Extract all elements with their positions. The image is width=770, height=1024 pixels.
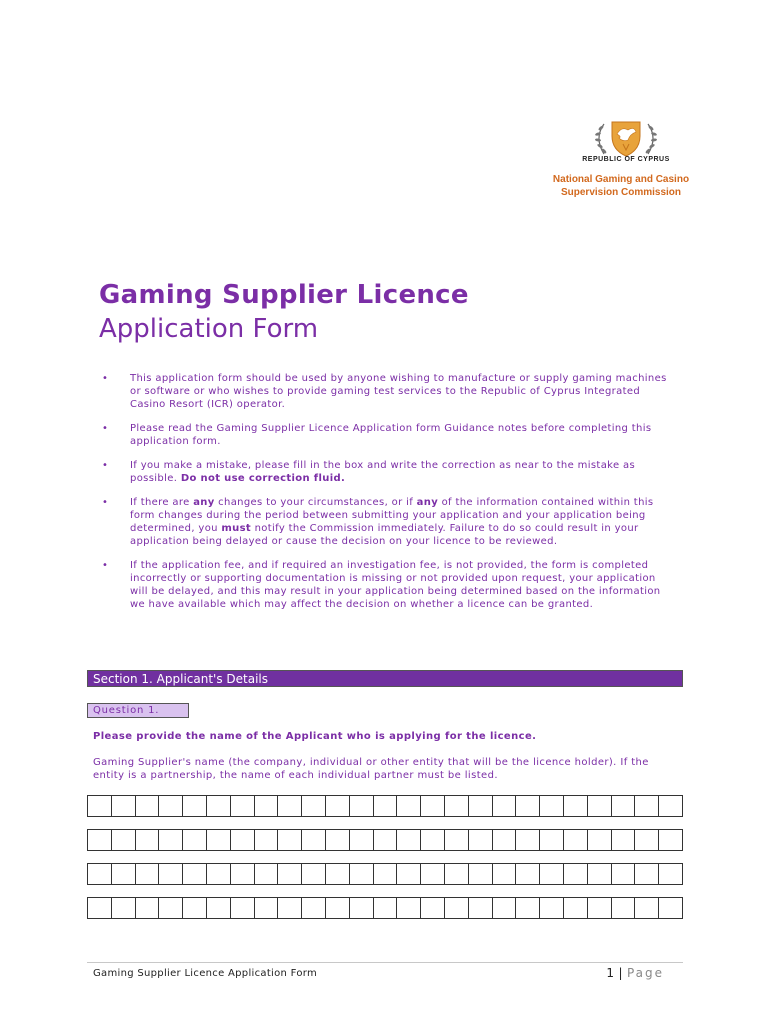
- character-box[interactable]: [564, 864, 588, 884]
- character-box[interactable]: [207, 864, 231, 884]
- page-word: Page: [626, 966, 664, 980]
- instruction-text: Please read the Gaming Supplier Licence Application form Guidance notes before completing this application form.: [130, 423, 652, 447]
- character-box[interactable]: [136, 796, 160, 816]
- character-box[interactable]: [278, 898, 302, 918]
- applicant-name-row-2[interactable]: [87, 829, 683, 851]
- document-subtitle: Application Form: [99, 314, 319, 344]
- character-box[interactable]: [540, 830, 564, 850]
- character-box[interactable]: [516, 796, 540, 816]
- character-box[interactable]: [112, 898, 136, 918]
- character-box[interactable]: [302, 796, 326, 816]
- character-box[interactable]: [516, 898, 540, 918]
- commission-name: [540, 173, 702, 199]
- character-box[interactable]: [302, 830, 326, 850]
- character-box[interactable]: [469, 796, 493, 816]
- question-label: Question 1.: [87, 703, 189, 718]
- instruction-item: [99, 496, 669, 548]
- instruction-text: If the application fee, and if required an investigation fee, is not provided, the form is completed incorrectly or supporting documentation is missing or not provided upon request, your application will be delayed, and this may result in your application being determined based on the information we have available which may affect the decision on whether a licence can be granted.: [130, 560, 661, 610]
- character-box[interactable]: [635, 796, 659, 816]
- character-box[interactable]: [374, 898, 398, 918]
- character-box[interactable]: [183, 830, 207, 850]
- character-box[interactable]: [564, 830, 588, 850]
- bullet-icon: •: [102, 460, 109, 471]
- bullet-icon: •: [102, 560, 109, 571]
- character-box[interactable]: [159, 796, 183, 816]
- character-box[interactable]: [159, 898, 183, 918]
- section-heading: Section 1. Applicant's Details: [87, 670, 683, 687]
- character-box[interactable]: [445, 830, 469, 850]
- footer-title: Gaming Supplier Licence Application Form: [93, 968, 318, 979]
- instruction-item: [99, 422, 669, 448]
- character-box[interactable]: [231, 898, 255, 918]
- character-box[interactable]: [374, 796, 398, 816]
- character-box[interactable]: [159, 864, 183, 884]
- character-box[interactable]: [564, 898, 588, 918]
- character-box[interactable]: [136, 898, 160, 918]
- character-box[interactable]: [278, 830, 302, 850]
- character-box[interactable]: [540, 864, 564, 884]
- character-box[interactable]: [469, 830, 493, 850]
- character-box[interactable]: [659, 864, 682, 884]
- character-box[interactable]: [326, 864, 350, 884]
- document-title: Gaming Supplier Licence: [99, 280, 469, 310]
- character-box[interactable]: [88, 864, 112, 884]
- instruction-emphasis: Do not use correction fluid.: [180, 473, 346, 484]
- instruction-text: If you make a mistake, please fill in the box and write the correction as near to the mistake as possible.: [130, 460, 636, 484]
- character-box[interactable]: [612, 830, 636, 850]
- character-box[interactable]: [278, 864, 302, 884]
- character-box[interactable]: [564, 796, 588, 816]
- instruction-emphasis: must: [221, 523, 252, 534]
- character-box[interactable]: [136, 830, 160, 850]
- character-box[interactable]: [540, 898, 564, 918]
- character-box[interactable]: [635, 830, 659, 850]
- character-box[interactable]: [112, 864, 136, 884]
- character-box[interactable]: [350, 796, 374, 816]
- emblem-caption: REPUBLIC OF CYPRUS: [582, 156, 670, 163]
- page-number: 1: [606, 966, 615, 980]
- character-box[interactable]: [207, 898, 231, 918]
- character-box[interactable]: [183, 796, 207, 816]
- instruction-text: If there are: [130, 497, 194, 508]
- character-box[interactable]: [207, 796, 231, 816]
- page-separator: |: [614, 966, 627, 980]
- character-box[interactable]: [88, 898, 112, 918]
- character-box[interactable]: [278, 796, 302, 816]
- character-box[interactable]: [88, 796, 112, 816]
- character-box[interactable]: [516, 830, 540, 850]
- character-box[interactable]: [469, 864, 493, 884]
- character-box[interactable]: [255, 864, 279, 884]
- character-box[interactable]: [397, 796, 421, 816]
- character-box[interactable]: [469, 898, 493, 918]
- character-box[interactable]: [231, 864, 255, 884]
- character-box[interactable]: [255, 796, 279, 816]
- character-box[interactable]: [540, 796, 564, 816]
- character-box[interactable]: [255, 898, 279, 918]
- character-box[interactable]: [421, 796, 445, 816]
- character-box[interactable]: [183, 898, 207, 918]
- character-box[interactable]: [612, 796, 636, 816]
- instruction-text: of the information contained within this form changes during the period between submitting your application and your application being determined, you: [130, 497, 654, 534]
- bullet-icon: •: [102, 373, 109, 384]
- character-box[interactable]: [493, 864, 517, 884]
- bullet-icon: •: [102, 423, 109, 434]
- applicant-name-row-3[interactable]: [87, 863, 683, 885]
- character-box[interactable]: [136, 864, 160, 884]
- footer-divider: [87, 962, 683, 963]
- question-prompt: Please provide the name of the Applicant who is applying for the licence.: [93, 731, 537, 742]
- applicant-name-row-4[interactable]: [87, 897, 683, 919]
- character-box[interactable]: [350, 830, 374, 850]
- character-box[interactable]: [635, 898, 659, 918]
- question-note: Gaming Supplier's name (the company, individual or other entity that will be the licence holder). If the entity is a partnership, the name of each individual partner must be listed.: [93, 757, 649, 781]
- character-box[interactable]: [302, 864, 326, 884]
- instruction-item: [99, 559, 669, 611]
- character-box[interactable]: [255, 830, 279, 850]
- character-box[interactable]: [612, 898, 636, 918]
- character-box[interactable]: [445, 898, 469, 918]
- character-box[interactable]: [207, 830, 231, 850]
- character-box[interactable]: [326, 796, 350, 816]
- character-box[interactable]: [659, 898, 682, 918]
- character-box[interactable]: [588, 864, 612, 884]
- character-box[interactable]: [659, 796, 682, 816]
- character-box[interactable]: [88, 830, 112, 850]
- commission-line-1: National Gaming and Casino: [552, 174, 690, 185]
- page-indicator: [606, 966, 664, 980]
- instruction-text: notify the Commission immediately. Failure to do so could result in your application being delayed or cause the decision on your licence to be reviewed.: [130, 523, 639, 547]
- character-box[interactable]: [588, 796, 612, 816]
- character-box[interactable]: [231, 796, 255, 816]
- character-box[interactable]: [421, 898, 445, 918]
- character-box[interactable]: [516, 864, 540, 884]
- bullet-icon: •: [102, 497, 109, 508]
- character-box[interactable]: [421, 830, 445, 850]
- character-box[interactable]: [183, 864, 207, 884]
- instruction-text: This application form should be used by anyone wishing to manufacture or supply gaming machines or software or who wishes to provide gaming test services to the Republic of Cyprus Integrated Casino Resort (ICR) operator.: [130, 373, 667, 410]
- character-box[interactable]: [493, 898, 517, 918]
- character-box[interactable]: [421, 864, 445, 884]
- commission-line-2: Supervision Commission: [560, 187, 682, 198]
- character-box[interactable]: [493, 796, 517, 816]
- character-box[interactable]: [659, 830, 682, 850]
- character-box[interactable]: [350, 864, 374, 884]
- instruction-list: [99, 372, 669, 622]
- applicant-name-row-1[interactable]: [87, 795, 683, 817]
- character-box[interactable]: [231, 830, 255, 850]
- character-box[interactable]: [326, 830, 350, 850]
- character-box[interactable]: [397, 898, 421, 918]
- instruction-item: [99, 372, 669, 411]
- character-box[interactable]: [493, 830, 517, 850]
- character-box[interactable]: [635, 864, 659, 884]
- character-box[interactable]: [302, 898, 326, 918]
- character-box[interactable]: [397, 864, 421, 884]
- instruction-emphasis: any: [193, 497, 215, 508]
- character-box[interactable]: [612, 864, 636, 884]
- character-box[interactable]: [588, 898, 612, 918]
- character-box[interactable]: [397, 830, 421, 850]
- character-box[interactable]: [445, 796, 469, 816]
- character-box[interactable]: [588, 830, 612, 850]
- character-box[interactable]: [445, 864, 469, 884]
- character-box[interactable]: [159, 830, 183, 850]
- character-box[interactable]: [374, 864, 398, 884]
- character-box[interactable]: [374, 830, 398, 850]
- instruction-emphasis: any: [416, 497, 439, 508]
- character-box[interactable]: [326, 898, 350, 918]
- character-box[interactable]: [350, 898, 374, 918]
- character-box[interactable]: [112, 796, 136, 816]
- instruction-text: changes to your circumstances, or if: [214, 497, 417, 508]
- instruction-item: [99, 459, 669, 485]
- character-box[interactable]: [112, 830, 136, 850]
